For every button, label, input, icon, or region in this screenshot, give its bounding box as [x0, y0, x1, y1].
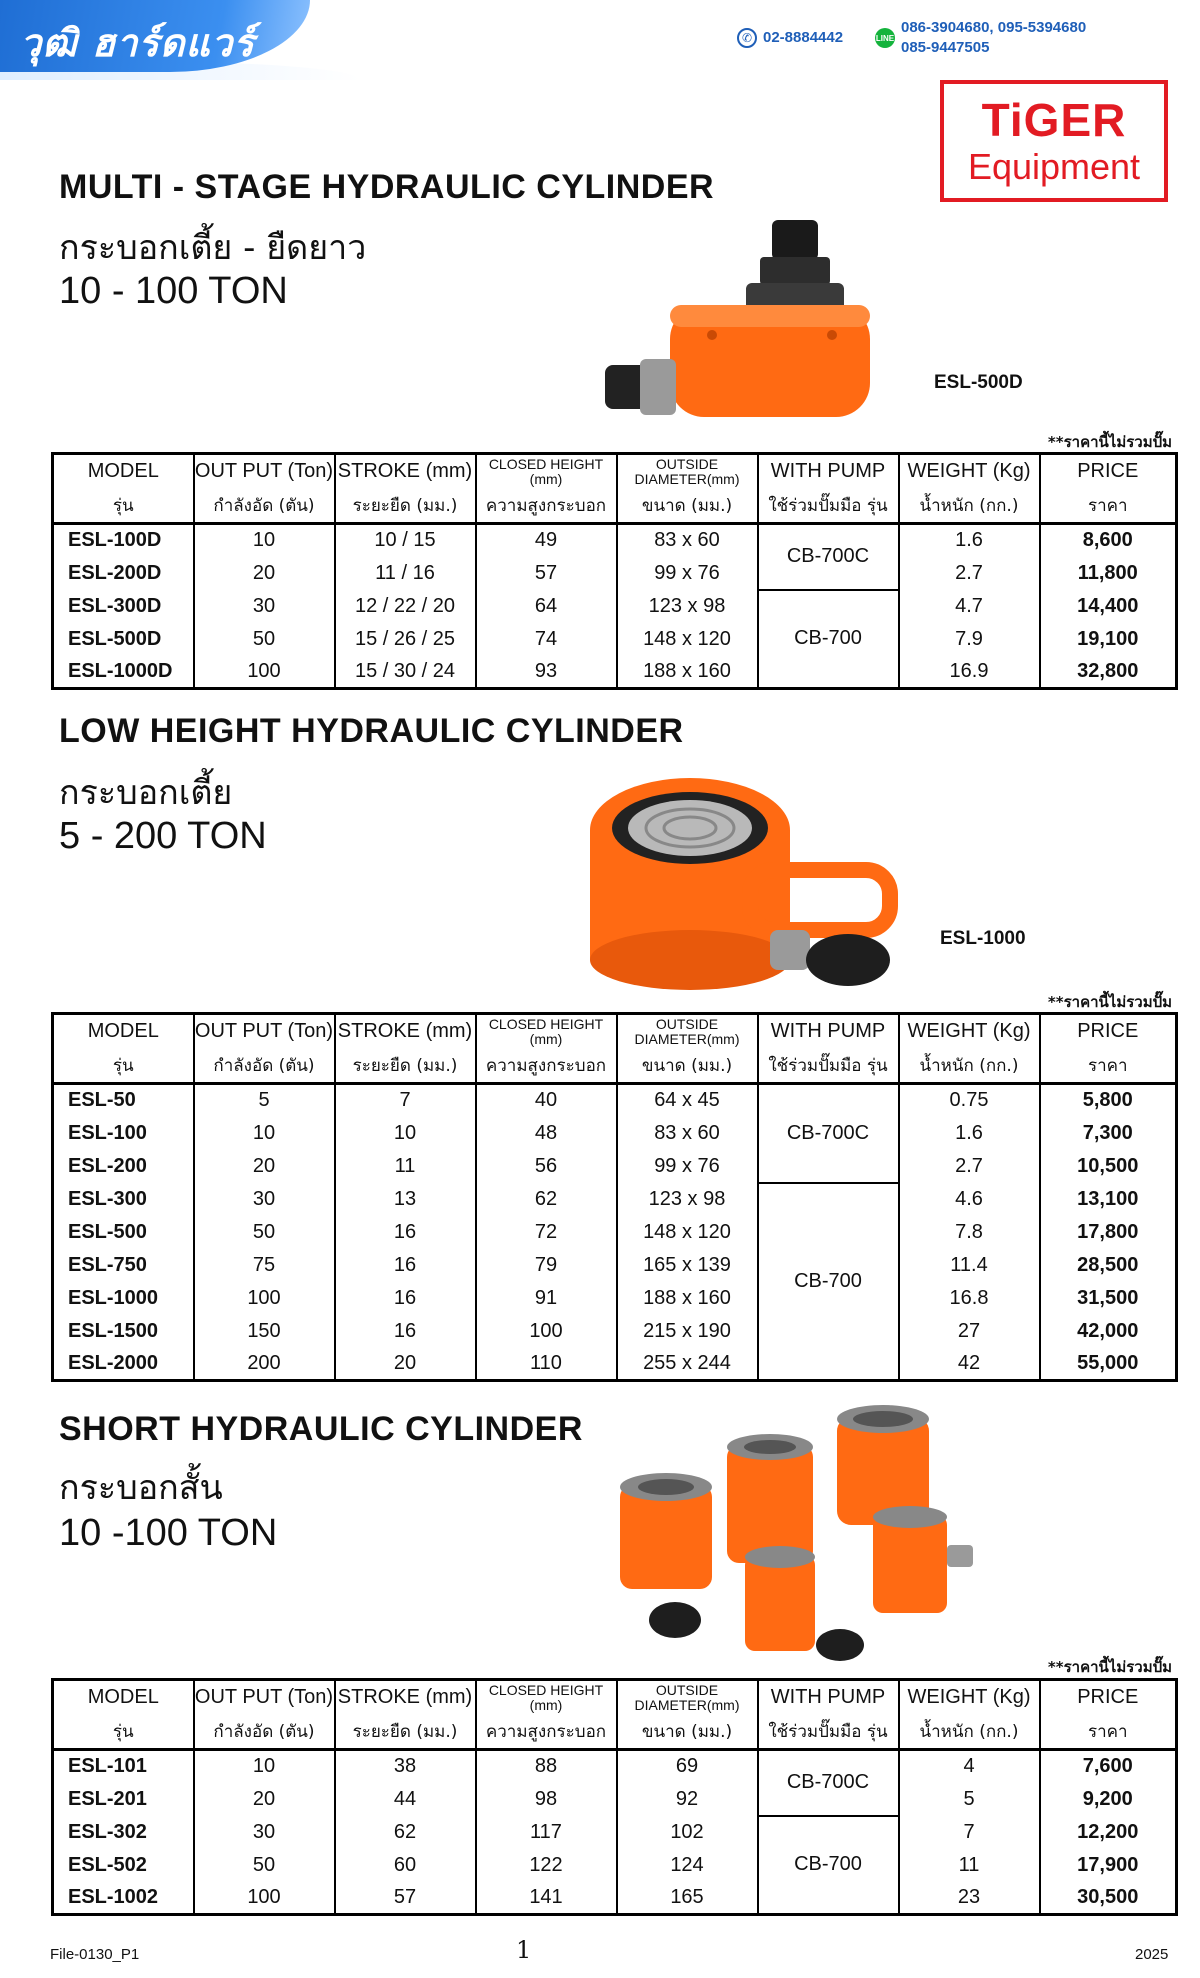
multi-stage-cylinder-image — [600, 215, 870, 425]
cell-closed: 48 — [476, 1117, 617, 1150]
cell-closed: 72 — [476, 1216, 617, 1249]
cell-stroke: 38 — [335, 1750, 476, 1783]
spec-table-low-height — [51, 1012, 1178, 1382]
col-price-th: ราคา — [1040, 1049, 1177, 1084]
table-row — [53, 1783, 1177, 1816]
col-outside-diameter-th: ขนาด (มม.) — [617, 1049, 758, 1084]
col-diameter-label: DIAMETER(mm) — [634, 470, 740, 487]
cell-output: 30 — [194, 590, 335, 623]
cell-closed: 62 — [476, 1183, 617, 1216]
cell-output: 50 — [194, 1849, 335, 1882]
cell-output: 150 — [194, 1315, 335, 1348]
col-output-th: กำลังอัด (ตัน) — [194, 1715, 335, 1750]
table-row — [53, 1249, 1177, 1282]
col-stroke-th: ระยะยืด (มม.) — [335, 489, 476, 524]
cell-price: 17,800 — [1040, 1216, 1177, 1249]
section-thai-title: กระบอกสั้น — [59, 1468, 223, 1508]
col-model-th: รุ่น — [53, 489, 194, 524]
cell-diameter: 148 x 120 — [617, 623, 758, 656]
col-price-th: ราคา — [1040, 1715, 1177, 1750]
table-row — [53, 1816, 1177, 1849]
col-diameter-label: DIAMETER(mm) — [634, 1030, 740, 1047]
tiger-equipment-logo — [940, 80, 1168, 202]
cell-stroke: 16 — [335, 1315, 476, 1348]
cell-output: 10 — [194, 524, 335, 557]
cell-output: 50 — [194, 1216, 335, 1249]
cell-price: 17,900 — [1040, 1849, 1177, 1882]
spec-table-multi-stage — [51, 452, 1178, 690]
cell-diameter: 188 x 160 — [617, 656, 758, 689]
col-weight-th: น้ำหนัก (กก.) — [899, 489, 1040, 524]
col-output: OUT PUT (Ton) — [194, 1014, 335, 1049]
cell-output: 100 — [194, 1882, 335, 1915]
col-with-pump-th: ใช้ร่วมปั๊มมือ รุ่น — [758, 1715, 899, 1750]
cell-model: ESL-500D — [68, 627, 162, 650]
col-outside-label: OUTSIDE — [655, 1681, 719, 1698]
col-model: MODEL — [87, 1020, 159, 1043]
page-number: 1 — [516, 1936, 532, 1964]
section-title: LOW HEIGHT HYDRAULIC CYLINDER — [59, 712, 684, 750]
cell-closed: 57 — [476, 557, 617, 590]
cell-closed: 91 — [476, 1282, 617, 1315]
col-output-th: กำลังอัด (ตัน) — [194, 489, 335, 524]
cell-output: 10 — [194, 1117, 335, 1150]
cell-price: 30,500 — [1040, 1882, 1177, 1915]
cell-stroke: 7 — [335, 1084, 476, 1117]
col-price: PRICE — [1040, 1014, 1177, 1049]
cell-price: 14,400 — [1040, 590, 1177, 623]
col-closed-height — [476, 1680, 617, 1715]
col-output: OUT PUT (Ton) — [194, 454, 335, 489]
col-outside-label: OUTSIDE — [655, 1015, 719, 1032]
product-model-caption: ESL-1000 — [940, 928, 1026, 949]
cell-pump: CB-700 — [758, 590, 899, 689]
col-model: MODEL — [87, 460, 159, 483]
cell-closed: 93 — [476, 656, 617, 689]
cell-closed: 56 — [476, 1150, 617, 1183]
table-row — [53, 1882, 1177, 1915]
cell-weight: 42 — [899, 1348, 1040, 1381]
cell-price: 10,500 — [1040, 1150, 1177, 1183]
document-year: 2025 — [1135, 1946, 1169, 1963]
cell-output: 30 — [194, 1816, 335, 1849]
table-row — [53, 1216, 1177, 1249]
cell-weight: 2.7 — [899, 557, 1040, 590]
cell-stroke: 16 — [335, 1249, 476, 1282]
col-output-th: กำลังอัด (ตัน) — [194, 1049, 335, 1084]
col-price-th: ราคา — [1040, 489, 1177, 524]
col-closed-height — [476, 1014, 617, 1049]
cell-stroke: 44 — [335, 1783, 476, 1816]
col-stroke: STROKE (mm) — [335, 454, 476, 489]
cell-stroke: 60 — [335, 1849, 476, 1882]
price-note: **ราคานี้ไม่รวมปั๊ม — [1047, 1658, 1172, 1676]
cell-model: ESL-302 — [68, 1820, 147, 1843]
cell-closed: 64 — [476, 590, 617, 623]
spec-table-short — [51, 1678, 1178, 1916]
cell-output: 200 — [194, 1348, 335, 1381]
file-reference: File-0130_P1 — [50, 1946, 140, 1963]
col-closed-height-label: CLOSED HEIGHT — [488, 1015, 604, 1032]
cell-closed: 98 — [476, 1783, 617, 1816]
table-row — [53, 1117, 1177, 1150]
cell-price: 31,500 — [1040, 1282, 1177, 1315]
cell-diameter: 92 — [617, 1783, 758, 1816]
cell-diameter: 64 x 45 — [617, 1084, 758, 1117]
line-numbers-1[interactable]: 086-3904680, 095-5394680 — [901, 19, 1087, 36]
cell-price: 8,600 — [1040, 524, 1177, 557]
section-thai-title: กระบอกเตี้ย — [59, 773, 233, 813]
cell-diameter: 99 x 76 — [617, 557, 758, 590]
col-weight-th: น้ำหนัก (กก.) — [899, 1049, 1040, 1084]
col-with-pump: WITH PUMP — [758, 1014, 899, 1049]
col-weight: WEIGHT (Kg) — [899, 1014, 1040, 1049]
table-row — [53, 1150, 1177, 1183]
col-stroke: STROKE (mm) — [335, 1680, 476, 1715]
cell-price: 32,800 — [1040, 656, 1177, 689]
col-outside-label: OUTSIDE — [655, 455, 719, 472]
cell-diameter: 123 x 98 — [617, 1183, 758, 1216]
col-price: PRICE — [1040, 454, 1177, 489]
cell-model: ESL-1500 — [68, 1319, 159, 1342]
cell-diameter: 188 x 160 — [617, 1282, 758, 1315]
cell-output: 5 — [194, 1084, 335, 1117]
cell-model: ESL-2000 — [68, 1351, 159, 1374]
cell-closed: 110 — [476, 1348, 617, 1381]
cell-model: ESL-100D — [68, 529, 162, 552]
cell-output: 20 — [194, 1150, 335, 1183]
product-model-caption: ESL-500D — [934, 372, 1023, 393]
col-closed-height — [476, 454, 617, 489]
col-with-pump: WITH PUMP — [758, 454, 899, 489]
section-title: SHORT HYDRAULIC CYLINDER — [59, 1410, 583, 1448]
col-stroke-th: ระยะยืด (มม.) — [335, 1049, 476, 1084]
cell-diameter: 83 x 60 — [617, 1117, 758, 1150]
col-stroke-th: ระยะยืด (มม.) — [335, 1715, 476, 1750]
col-weight: WEIGHT (Kg) — [899, 1680, 1040, 1715]
cell-weight: 1.6 — [899, 524, 1040, 557]
cell-model: ESL-1002 — [68, 1885, 159, 1908]
cell-weight: 4.7 — [899, 590, 1040, 623]
cell-stroke: 10 / 15 — [335, 524, 476, 557]
cell-model: ESL-200D — [68, 561, 162, 584]
section-ton-range: 5 - 200 TON — [59, 815, 267, 857]
table-row — [53, 623, 1177, 656]
logo-wordmark: TiGER — [981, 94, 1127, 146]
cell-diameter: 215 x 190 — [617, 1315, 758, 1348]
col-closed-height-unit: (mm) — [529, 470, 563, 487]
cell-diameter: 83 x 60 — [617, 524, 758, 557]
table-row — [53, 1750, 1177, 1783]
cell-price: 12,200 — [1040, 1816, 1177, 1849]
cell-output: 10 — [194, 1750, 335, 1783]
cell-price: 55,000 — [1040, 1348, 1177, 1381]
line-numbers-2[interactable]: 085-9447505 — [901, 39, 990, 56]
cell-weight: 23 — [899, 1882, 1040, 1915]
col-closed-height-label: CLOSED HEIGHT — [488, 455, 604, 472]
cell-pump: CB-700 — [758, 1816, 899, 1915]
table-row — [53, 1315, 1177, 1348]
cell-weight: 7 — [899, 1816, 1040, 1849]
low-height-cylinder-image — [570, 770, 920, 995]
col-closed-height-label: CLOSED HEIGHT — [488, 1681, 604, 1698]
cell-diameter: 123 x 98 — [617, 590, 758, 623]
col-model-th: รุ่น — [53, 1049, 194, 1084]
cell-price: 13,100 — [1040, 1183, 1177, 1216]
cell-model: ESL-100 — [68, 1121, 147, 1144]
table-row — [53, 524, 1177, 557]
cell-output: 50 — [194, 623, 335, 656]
table-row — [53, 1183, 1177, 1216]
cell-stroke: 16 — [335, 1282, 476, 1315]
cell-diameter: 148 x 120 — [617, 1216, 758, 1249]
cell-stroke: 13 — [335, 1183, 476, 1216]
cell-stroke: 11 — [335, 1150, 476, 1183]
cell-output: 30 — [194, 1183, 335, 1216]
col-with-pump: WITH PUMP — [758, 1680, 899, 1715]
cell-output: 20 — [194, 557, 335, 590]
cell-closed: 141 — [476, 1882, 617, 1915]
cell-price: 19,100 — [1040, 623, 1177, 656]
cell-pump: CB-700 — [758, 1183, 899, 1381]
table-row — [53, 557, 1177, 590]
brand-name: วุฒิ ฮาร์ดแวร์ — [20, 21, 255, 65]
cell-output: 20 — [194, 1783, 335, 1816]
cell-stroke: 20 — [335, 1348, 476, 1381]
cell-closed: 74 — [476, 623, 617, 656]
col-closed-height-unit: (mm) — [529, 1030, 563, 1047]
cell-model: ESL-201 — [68, 1787, 147, 1810]
cell-price: 5,800 — [1040, 1084, 1177, 1117]
cell-stroke: 10 — [335, 1117, 476, 1150]
table-row — [53, 1849, 1177, 1882]
cell-weight: 4 — [899, 1750, 1040, 1783]
cell-model: ESL-300 — [68, 1187, 147, 1210]
cell-model: ESL-502 — [68, 1853, 147, 1876]
cell-model: ESL-50 — [68, 1089, 136, 1112]
col-model-th: รุ่น — [53, 1715, 194, 1750]
cell-stroke: 16 — [335, 1216, 476, 1249]
cell-price: 11,800 — [1040, 557, 1177, 590]
cell-diameter: 255 x 244 — [617, 1348, 758, 1381]
cell-diameter: 165 x 139 — [617, 1249, 758, 1282]
cell-diameter: 124 — [617, 1849, 758, 1882]
cell-weight: 4.6 — [899, 1183, 1040, 1216]
cell-diameter: 165 — [617, 1882, 758, 1915]
table-row — [53, 590, 1177, 623]
col-diameter-label: DIAMETER(mm) — [634, 1696, 740, 1713]
cell-model: ESL-1000D — [68, 659, 173, 682]
col-stroke: STROKE (mm) — [335, 1014, 476, 1049]
cell-closed: 79 — [476, 1249, 617, 1282]
cell-weight: 7.9 — [899, 623, 1040, 656]
price-note: **ราคานี้ไม่รวมปั๊ม — [1047, 993, 1172, 1011]
section-ton-range: 10 -100 TON — [59, 1512, 278, 1554]
cell-output: 100 — [194, 656, 335, 689]
cell-price: 9,200 — [1040, 1783, 1177, 1816]
col-outside-diameter-th: ขนาด (มม.) — [617, 489, 758, 524]
col-closed-height-th: ความสูงกระบอก — [476, 489, 617, 524]
cell-model: ESL-1000 — [68, 1286, 159, 1309]
section-title: MULTI - STAGE HYDRAULIC CYLINDER — [59, 168, 715, 206]
cell-closed: 117 — [476, 1816, 617, 1849]
cell-price: 7,300 — [1040, 1117, 1177, 1150]
col-outside-diameter — [617, 1680, 758, 1715]
cell-closed: 122 — [476, 1849, 617, 1882]
cell-weight: 16.9 — [899, 656, 1040, 689]
col-price: PRICE — [1040, 1680, 1177, 1715]
table-row — [53, 1348, 1177, 1381]
cell-model: ESL-500 — [68, 1220, 147, 1243]
cell-pump: CB-700C — [758, 1750, 899, 1816]
cell-model: ESL-200 — [68, 1154, 147, 1177]
col-model: MODEL — [87, 1686, 159, 1709]
cell-weight: 11 — [899, 1849, 1040, 1882]
col-closed-height-unit: (mm) — [529, 1696, 563, 1713]
section-ton-range: 10 - 100 TON — [59, 270, 288, 312]
cell-weight: 0.75 — [899, 1084, 1040, 1117]
cell-model: ESL-750 — [68, 1253, 147, 1276]
price-note: **ราคานี้ไม่รวมปั๊ม — [1047, 433, 1172, 451]
cell-price: 28,500 — [1040, 1249, 1177, 1282]
cell-weight: 16.8 — [899, 1282, 1040, 1315]
cell-price: 7,600 — [1040, 1750, 1177, 1783]
cell-diameter: 102 — [617, 1816, 758, 1849]
cell-diameter: 69 — [617, 1750, 758, 1783]
cell-model: ESL-101 — [68, 1755, 147, 1778]
cell-stroke: 57 — [335, 1882, 476, 1915]
phone-icon: ✆ — [737, 28, 757, 48]
cell-pump: CB-700C — [758, 524, 899, 590]
cell-weight: 1.6 — [899, 1117, 1040, 1150]
cell-closed: 88 — [476, 1750, 617, 1783]
col-with-pump-th: ใช้ร่วมปั๊มมือ รุ่น — [758, 489, 899, 524]
cell-stroke: 12 / 22 / 20 — [335, 590, 476, 623]
cell-weight: 7.8 — [899, 1216, 1040, 1249]
cell-closed: 100 — [476, 1315, 617, 1348]
cell-closed: 49 — [476, 524, 617, 557]
cell-output: 100 — [194, 1282, 335, 1315]
cell-closed: 40 — [476, 1084, 617, 1117]
cell-stroke: 11 / 16 — [335, 557, 476, 590]
logo-subtitle: Equipment — [967, 146, 1141, 187]
cell-model: ESL-300D — [68, 594, 162, 617]
cell-stroke: 15 / 30 / 24 — [335, 656, 476, 689]
short-cylinders-group-image — [615, 1405, 990, 1665]
cell-stroke: 15 / 26 / 25 — [335, 623, 476, 656]
line-app-icon: LINE — [875, 28, 895, 48]
cell-pump: CB-700C — [758, 1084, 899, 1183]
col-outside-diameter — [617, 454, 758, 489]
table-row — [53, 1282, 1177, 1315]
col-weight: WEIGHT (Kg) — [899, 454, 1040, 489]
table-row — [53, 1084, 1177, 1117]
cell-price: 42,000 — [1040, 1315, 1177, 1348]
phone-number[interactable]: 02-8884442 — [763, 29, 844, 46]
cell-diameter: 99 x 76 — [617, 1150, 758, 1183]
section-thai-title: กระบอกเตี้ย - ยืดยาว — [59, 228, 367, 268]
col-outside-diameter-th: ขนาด (มม.) — [617, 1715, 758, 1750]
cell-weight: 27 — [899, 1315, 1040, 1348]
col-with-pump-th: ใช้ร่วมปั๊มมือ รุ่น — [758, 1049, 899, 1084]
cell-weight: 5 — [899, 1783, 1040, 1816]
col-weight-th: น้ำหนัก (กก.) — [899, 1715, 1040, 1750]
col-outside-diameter — [617, 1014, 758, 1049]
col-output: OUT PUT (Ton) — [194, 1680, 335, 1715]
table-row — [53, 656, 1177, 689]
cell-stroke: 62 — [335, 1816, 476, 1849]
cell-weight: 2.7 — [899, 1150, 1040, 1183]
cell-weight: 11.4 — [899, 1249, 1040, 1282]
cell-output: 75 — [194, 1249, 335, 1282]
col-closed-height-th: ความสูงกระบอก — [476, 1715, 617, 1750]
col-closed-height-th: ความสูงกระบอก — [476, 1049, 617, 1084]
